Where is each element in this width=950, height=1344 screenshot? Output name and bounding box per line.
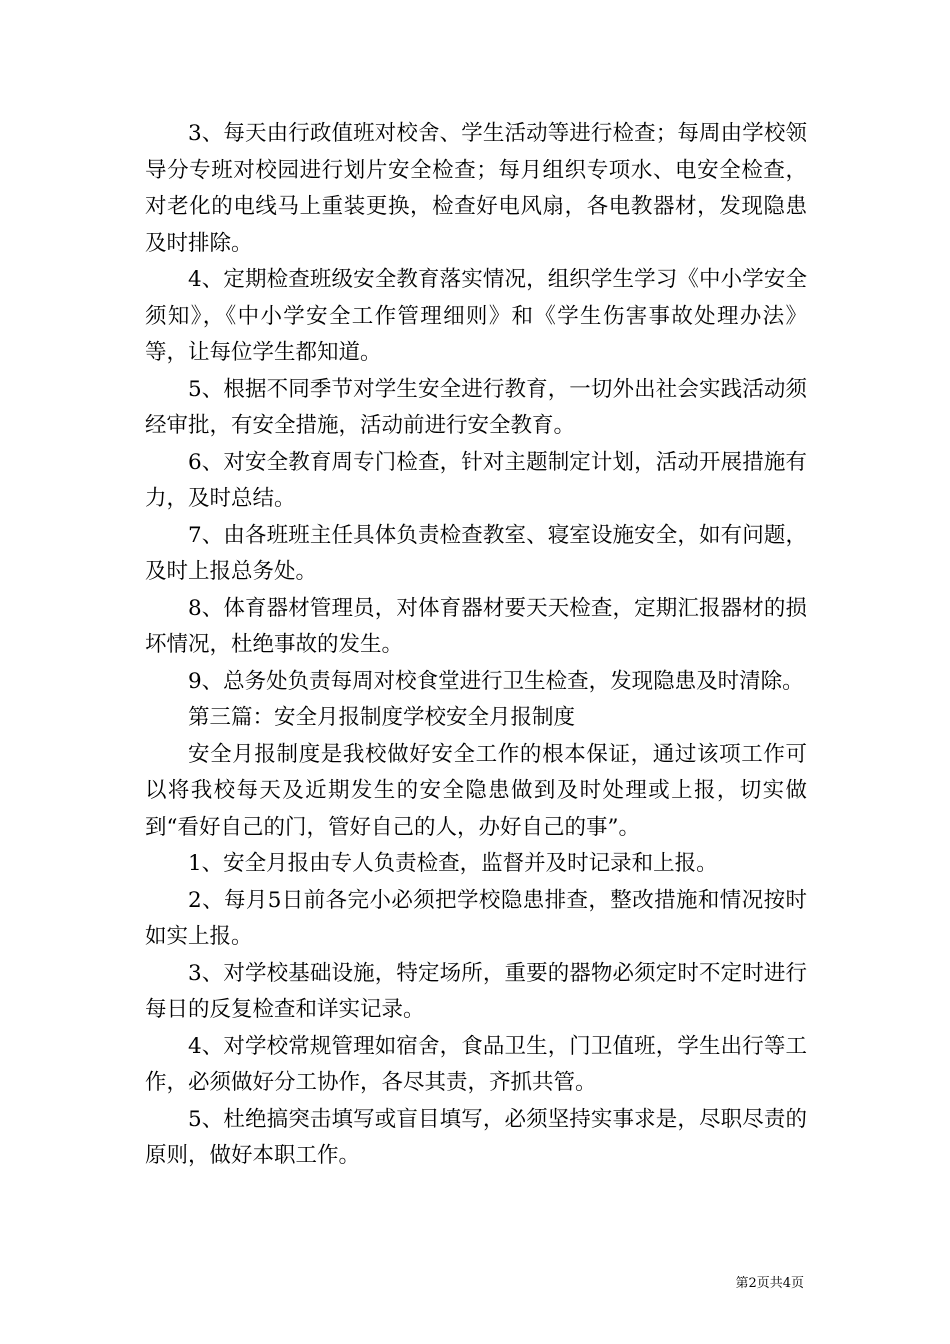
rule-item-3: 3、对学校基础设施，特定场所，重要的器物必须定时不定时进行每日的反复检查和详实记录。 — [145, 960, 807, 1022]
section-heading: 第三篇：安全月报制度学校安全月报制度 — [188, 705, 576, 730]
paragraph-item-3: 3、每天由行政值班对校舍、学生活动等进行检查；每周由学校领导分专班对校园进行划片安全检查；每月组织专项水、电安全检查，对老化的电线马上重装更换，检查好电风扇，各电教器材，发现隐患及时排除。 — [145, 121, 807, 256]
paragraph-item-9: 9、总务处负责每周对校食堂进行卫生检查，发现隐患及时清除。 — [188, 668, 804, 694]
section-intro: 安全月报制度是我校做好安全工作的根本保证，通过该项工作可以将我校每天及近期发生的安全隐患做到及时处理或上报，切实做到“看好自己的门，管好自己的人，办好自己的事”。 — [145, 741, 807, 840]
rule-item-1: 1、安全月报由专人负责检查，监督并及时记录和上报。 — [188, 851, 718, 876]
paragraph-item-5: 5、根据不同季节对学生安全进行教育，一切外出社会实践活动须经审批，有安全措施，活动前进行安全教育。 — [145, 376, 807, 438]
paragraph-item-6: 6、对安全教育周专门检查，针对主题制定计划，活动开展措施有力，及时总结。 — [145, 449, 807, 511]
paragraph-item-4: 4、定期检查班级安全教育落实情况，组织学生学习《中小学安全须知》，《中小学安全工作管理细则》和《学生伤害事故处理办法》等，让每位学生都知道。 — [145, 267, 807, 365]
rule-item-5: 5、杜绝搞突击填写或盲目填写，必须坚持实事求是，尽职尽责的原则，做好本职工作。 — [145, 1106, 807, 1168]
document-body — [145, 116, 807, 1175]
page-number: 第2页共4页 — [735, 1276, 804, 1291]
paragraph-item-8: 8、体育器材管理员，对体育器材要天天检查，定期汇报器材的损坏情况，杜绝事故的发生。 — [145, 595, 807, 657]
rule-item-2: 2、每月5日前各完小必须把学校隐患排查，整改措施和情况按时如实上报。 — [145, 887, 807, 949]
paragraph-item-7: 7、由各班班主任具体负责检查教室、寝室设施安全，如有问题，及时上报总务处。 — [145, 522, 807, 584]
rule-item-4: 4、对学校常规管理如宿舍，食品卫生，门卫值班，学生出行等工作，必须做好分工协作，各尽其责，齐抓共管。 — [145, 1033, 807, 1095]
